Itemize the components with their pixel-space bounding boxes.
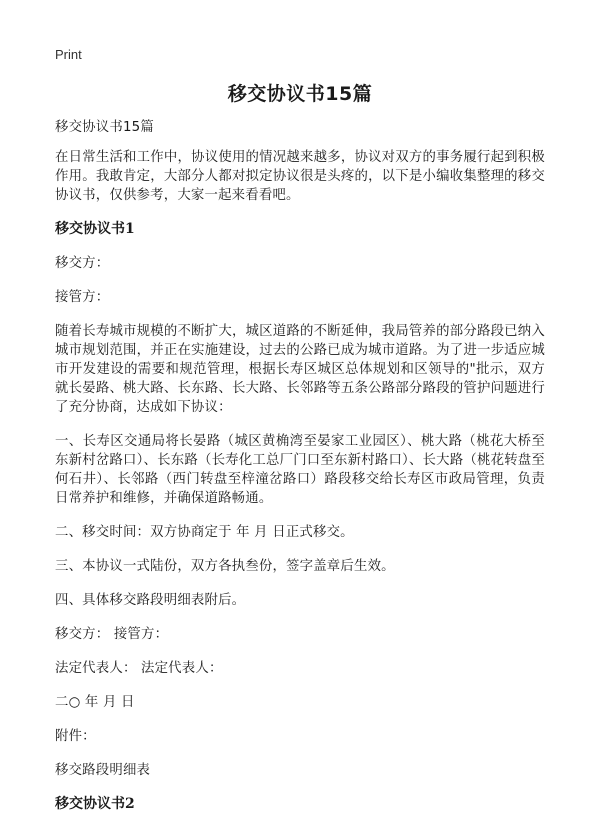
document-subtitle: 移交协议书15篇 bbox=[55, 120, 154, 135]
section-1-heading: 移交协议书1 bbox=[55, 221, 135, 237]
attachment-label: 附件： bbox=[55, 729, 96, 744]
section-2-heading: 移交协议书2 bbox=[55, 796, 135, 812]
document-title: 移交协议书15篇 bbox=[227, 83, 373, 105]
clause-1: 一、长寿区交通局将长晏路（城区黄桷湾至晏家工业园区）、桃大路（桃花大桥至东新村岔路口）、长东路（长寿化工总厂门口至东新村路口）、长大路（桃花转盘至何石井）、长邻路（西门转盘至梓潼岔路口）路段移交给长寿区市政局管理，负责日常养护和维修，并确保道路畅通。 bbox=[55, 434, 545, 506]
signature-parties: 移交方： 接管方： bbox=[55, 627, 169, 642]
receiver-line: 接管方： bbox=[55, 290, 110, 305]
intro-paragraph: 在日常生活和工作中，协议使用的情况越来越多，协议对双方的事务履行起到积极作用。我敢肯定，大部分人都对拟定协议很是头疼的，以下是小编收集整理的移交协议书，仅供参考，大家一起来看看吧。 bbox=[55, 150, 545, 203]
attachment-name: 移交路段明细表 bbox=[55, 763, 151, 778]
clause-2: 二、移交时间：双方协商定于 年 月 日正式移交。 bbox=[55, 525, 354, 540]
print-link[interactable]: Print bbox=[55, 47, 82, 62]
date-line: 二○ 年 月 日 bbox=[55, 695, 135, 710]
signature-representatives: 法定代表人： 法定代表人： bbox=[55, 661, 223, 676]
clause-4: 四、具体移交路段明细表附后。 bbox=[55, 593, 246, 608]
document-body bbox=[55, 118, 545, 814]
transferor-line: 移交方： bbox=[55, 256, 110, 271]
body-paragraph: 随着长寿城市规模的不断扩大，城区道路的不断延伸，我局管养的部分路段已纳入城市规划范围，并正在实施建设，过去的公路已成为城市道路。为了进一步适应城市开发建设的需要和规范管理，根据长寿区城区总体规划和区领导的"批示，双方就长晏路、桃大路、长东路、长大路、长邻路等五条公路部分路段的管护问题进行了充分协商，达成如下协议： bbox=[55, 324, 545, 415]
clause-3: 三、本协议一式陆份，双方各执叁份，签字盖章后生效。 bbox=[55, 559, 395, 574]
